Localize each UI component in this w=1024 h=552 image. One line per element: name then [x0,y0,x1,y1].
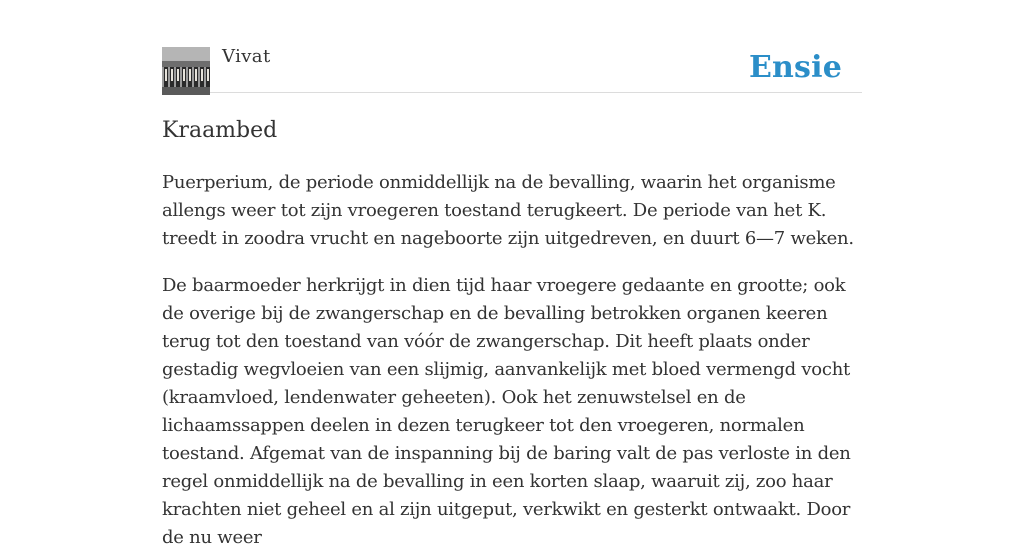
source-name[interactable]: Vivat [222,46,271,67]
article-title: Kraambed [162,118,278,143]
ensie-logo-link[interactable]: Ensie [748,50,842,85]
typewriter-keys-icon [162,47,210,95]
article-paragraph: Puerperium, de periode onmiddellijk na de bevalling, waarin het organisme allengs weer tot zijn vroegeren toestand terugkeert. De periode van het K. treedt in zoodra vrucht en nageboorte zijn uitgedreven, en duurt 6—7 weken. [162,172,854,249]
article-body [162,169,862,552]
content-column [162,0,862,552]
article-paragraph: De baarmoeder herkrijgt in dien tijd haar vroegere gedaante en grootte; ook de overige bij de zwangerschap en de bevalling betrokken organen keeren terug tot den toestand van vóór de zwangerschap. Dit heeft plaats onder gestadig wegvloeien van een slijmig, aanvankelijk met bloed vermengd vocht (kraamvloed, lendenwater geheeten). Ook het zenuwstelsel en de lichaamssappen deelen in dezen terugkeer tot den vroegeren, normalen toestand. Afgemat van de inspanning bij de baring valt de pas verloste in den regel onmiddellijk na de bevalling in een korten slaap, waaruit zij, zoo haar krachten niet geheel en al zijn uitgeput, verkwikt en gesterkt ontwaakt. Door de nu weer [162,275,851,548]
header [162,0,862,93]
source-avatar[interactable] [162,47,210,95]
